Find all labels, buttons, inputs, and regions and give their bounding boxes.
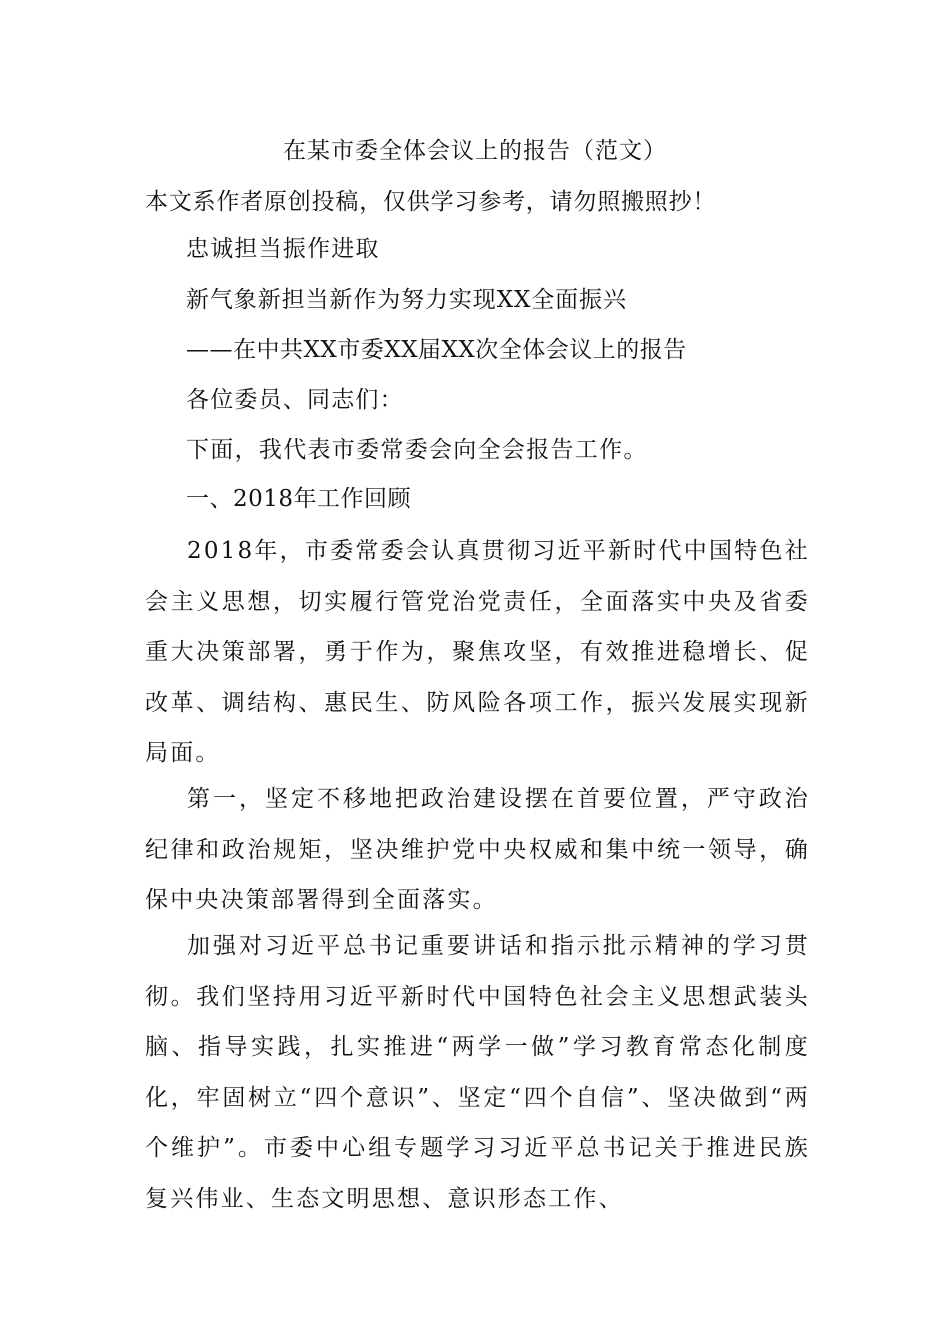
salutation: 各位委员、同志们： xyxy=(186,387,404,413)
copyright-notice: 本文系作者原创投稿，仅供学习参考，请勿照搬照抄！ xyxy=(145,189,717,215)
heading-line-2: 新气象新担当新作为努力实现XX全面振兴 xyxy=(186,287,627,313)
section-heading: 一、2018年工作回顾 xyxy=(186,486,412,512)
body-paragraph: 加强对习近平总书记重要讲话和指示批示精神的学习贯彻。我们坚持用习近平新时代中国特色社会主义思想武装头脑、指导实践，扎实推进“两学一做”学习教育常态化制度化，牢固树立“四个意识”、坚定“四个自信”、坚决做到“两个维护”。市委中心组专题学习习近平总书记关于推进民族复兴伟业、生态文明思想、意识形态工作、 xyxy=(145,933,810,1212)
heading-line-1: 忠诚担当振作进取 xyxy=(186,236,380,262)
document-title: 在某市委全体会议上的报告（范文） xyxy=(283,138,667,164)
body-paragraph: 2018年，市委常委会认真贯彻习近平新时代中国特色社会主义思想，切实履行管党治党责任，全面落实中央及省委重大决策部署，勇于作为，聚焦攻坚，有效推进稳增长、促改革、调结构、惠民生、防风险各项工作，振兴发展实现新局面。 xyxy=(145,538,810,767)
body-paragraph: 第一，坚定不移地把政治建设摆在首要位置，严守政治纪律和政治规矩，坚决维护党中央权威和集中统一领导，确保中央决策部署得到全面落实。 xyxy=(145,786,810,914)
heading-subtitle: ——在中共XX市委XX届XX次全体会议上的报告 xyxy=(186,337,687,363)
intro-paragraph: 下面，我代表市委常委会向全会报告工作。 xyxy=(186,437,648,463)
